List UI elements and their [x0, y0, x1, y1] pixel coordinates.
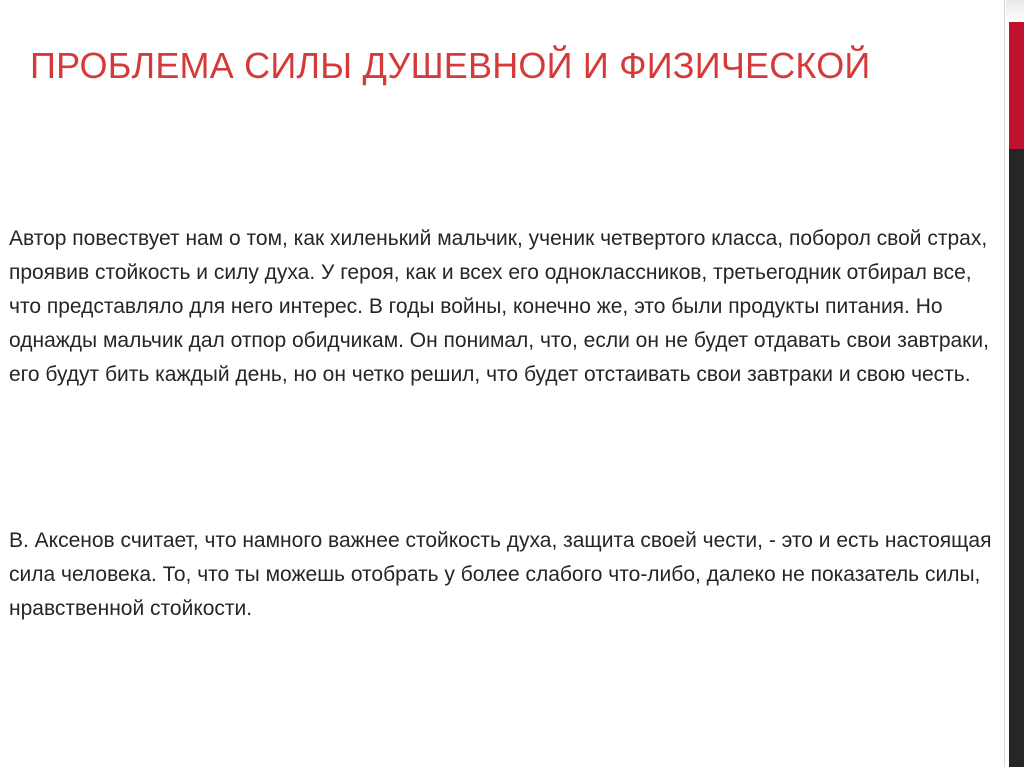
- page-edge-line: [1004, 0, 1005, 767]
- slide-title: ПРОБЛЕМА СИЛЫ ДУШЕВНОЙ И ФИЗИЧЕСКОЙ: [30, 45, 871, 86]
- accent-bar-red: [1009, 22, 1024, 149]
- body-paragraph-2: В. Аксенов считает, что намного важнее стойкость духа, защита своей чести, - это и есть настоящая сила человека. То, что ты можешь отобрать у более слабого что-либо, далеко не показатель силы, нравственной стойкости.: [9, 529, 992, 620]
- page-edge-corner: [1006, 0, 1024, 22]
- accent-bar-dark: [1009, 149, 1024, 767]
- body-paragraph-1: Автор повествует нам о том, как хиленький мальчик, ученик четвертого класса, поборол свой страх, проявив стойкость и силу духа. У героя, как и всех его одноклассников, третьегодник отбирал все, что представляло для него интерес. В годы войны, конечно же, это были продукты питания. Но однажды мальчик дал отпор обидчикам. Он понимал, что, если он не будет отдавать свои завтраки, его будут бить каждый день, но он четко решил, что будет отстаивать свои завтраки и свою честь.: [9, 227, 989, 386]
